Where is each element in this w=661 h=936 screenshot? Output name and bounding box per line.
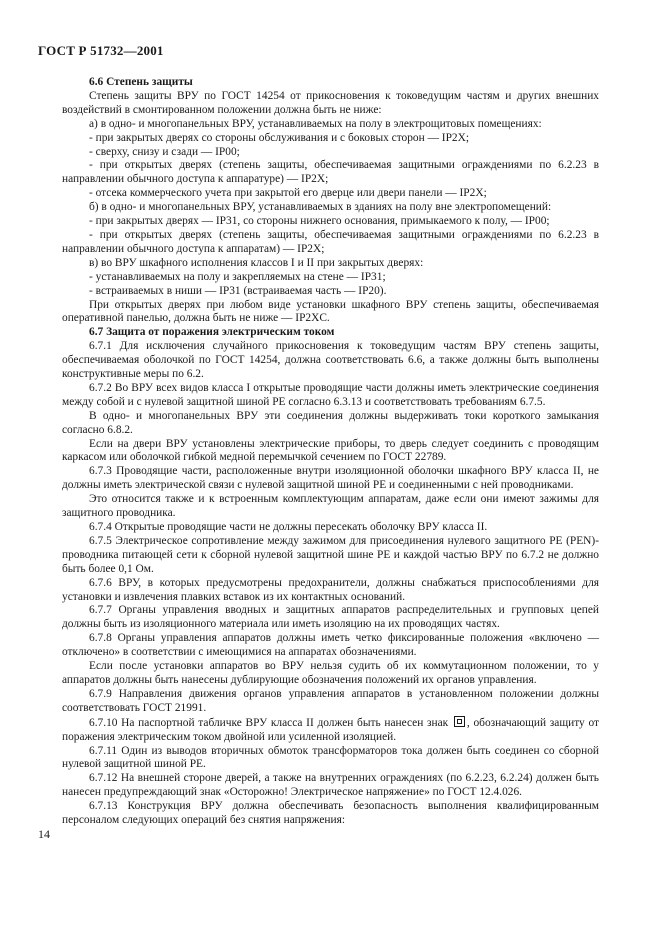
paragraph: Это относится также и к встроенным комплектующим аппаратам, даже если они имеют зажимы для защитного проводника.	[62, 493, 599, 520]
paragraph: Если после установки аппаратов во ВРУ нельзя судить об их коммутационном положении, то у аппаратов должны быть нанесены дублирующие обозначения положений их органов управления.	[62, 660, 599, 686]
section-heading: 6.7 Защита от поражения электрическим током	[89, 326, 335, 339]
paragraph: - сверху, снизу и сзади — IP00;	[89, 145, 240, 158]
paragraph-text: , обозначающий защиту от поражения электрическим током двойной или усиленной изоляцией.	[62, 716, 599, 743]
paragraph-text: 6.7.10 На паспортной табличке ВРУ класса II должен быть нанесен знак	[89, 716, 449, 729]
document-header: ГОСТ Р 51732—2001	[38, 43, 164, 58]
paragraph: - отсека коммерческого учета при закрытой его дверце или двери панели — IP2X;	[89, 187, 487, 200]
paragraph: Если на двери ВРУ установлены электрические приборы, то дверь следует соединить с проводящим каркасом или оболочкой гибкой медной перемычкой сечением по ГОСТ 22789.	[62, 437, 599, 464]
paragraph: 6.7.12 На внешней стороне дверей, а также на внутренних ограждениях (по 6.2.23, 6.2.24) должен быть нанесен предупреждающий знак «Осторожно! Электрическое напряжение» по ГОСТ 12.4.026.	[62, 772, 599, 799]
paragraph: Степень защиты ВРУ по ГОСТ 14254 от прикосновения к токоведущим частям и других внешних воздействий в смонтированном положении должна быть не ниже:	[62, 89, 599, 116]
paragraph: 6.7.1 Для исключения случайного прикосновения к токоведущим частям ВРУ степень защиты, обеспечиваемая оболочкой по ГОСТ 14254, должна соответствовать 6.6, а также должны быть выполнены конструктивные меры по 6.2.	[62, 340, 599, 381]
paragraph: 6.7.2 Во ВРУ всех видов класса I открытые проводящие части должны иметь электрические соединения между собой и с нулевой защитной шиной PE согласно 6.3.13 и соответствовать требованиям 6.7.5.	[62, 381, 599, 408]
paragraph: При открытых дверях при любом виде установки шкафного ВРУ степень защиты, обеспечиваемая оперативной панелью, должна быть не ниже — IP2XC.	[62, 298, 599, 325]
paragraph: 6.7.9 Направления движения органов управления аппаратов в установленном положении должны соответствовать ГОСТ 21991.	[62, 687, 599, 714]
paragraph: 6.7.4 Открытые проводящие части не должны пересекать оболочку ВРУ класса II.	[89, 521, 488, 533]
paragraph: - устанавливаемых на полу и закрепляемых на стене — IP31;	[89, 270, 386, 283]
paragraph: 6.7.13 Конструкция ВРУ должна обеспечивать безопасность выполнения квалифицированным персоналом следующих операций без снятия напряжения:	[62, 800, 599, 827]
paragraph: - встраиваемых в ниши — IP31 (встраиваемая часть — IP20).	[89, 284, 387, 297]
paragraph: 6.7.8 Органы управления аппаратов должны иметь четко фиксированные положения «включено — отключено» в соответствии с имеющимися на аппаратах обозначениями.	[62, 632, 599, 659]
paragraph: б) в одно- и многопанельных ВРУ, устанавливаемых в зданиях на полу вне электропомещений:	[89, 201, 552, 214]
class-ii-double-insulation-icon	[454, 716, 465, 727]
paragraph: 6.7.5 Электрическое сопротивление между зажимом для присоединения нулевого защитного PE (PEN)-проводника питающей сети к сборной нулевой защитной шине PE и каждой частью ВРУ по 6.7.2 не должно быть более 0,1 Ом.	[62, 534, 599, 575]
paragraph: - при открытых дверях (степень защиты, обеспечиваемая защитными ограждениями по 6.2.23 в направлении обычного доступа к аппаратам) — IP2X;	[62, 228, 599, 255]
paragraph: а) в одно- и многопанельных ВРУ, устанавливаемых на полу в электрощитовых помещениях:	[89, 117, 542, 130]
paragraph: - при закрытых дверях со стороны обслуживания и с боковых сторон — IP2X;	[89, 131, 470, 144]
paragraph: в) во ВРУ шкафного исполнения классов I и II при закрытых дверях:	[89, 256, 424, 269]
paragraph: 6.7.11 Один из выводов вторичных обмоток трансформаторов тока должен быть соединен со сборной нулевой защитной шиной PE.	[62, 744, 599, 771]
paragraph: - при открытых дверях (степень защиты, обеспечиваемая защитными ограждениями по 6.2.23 в направлении обычного доступа к аппаратуре) — IP2X;	[62, 159, 599, 186]
paragraph: 6.7.7 Органы управления вводных и защитных аппаратов распределительных и групповых цепей должны быть из изоляционного материала или иметь изоляцию на их проводящих частях.	[62, 604, 599, 631]
document-body	[62, 76, 599, 828]
paragraph: В одно- и многопанельных ВРУ эти соединения должны выдерживать токи короткого замыкания согласно 6.8.2.	[62, 409, 599, 436]
paragraph	[62, 716, 599, 745]
paragraph: 6.7.6 ВРУ, в которых предусмотрены предохранители, должны снабжаться приспособлениями для установки и извлечения плавких вставок из их контактных оснований.	[62, 576, 599, 603]
paragraph: - при закрытых дверях — IP31, со стороны нижнего основания, примыкаемого к полу, — IP00;	[89, 215, 550, 228]
section-heading: 6.6 Степень защиты	[89, 76, 193, 88]
paragraph: 6.7.3 Проводящие части, расположенные внутри изоляционной оболочки шкафного ВРУ класса II, не должны иметь электрической связи с нулевой защитной шиной PE и соединенными с ней проводниками.	[62, 465, 599, 492]
page-number: 14	[38, 827, 50, 841]
